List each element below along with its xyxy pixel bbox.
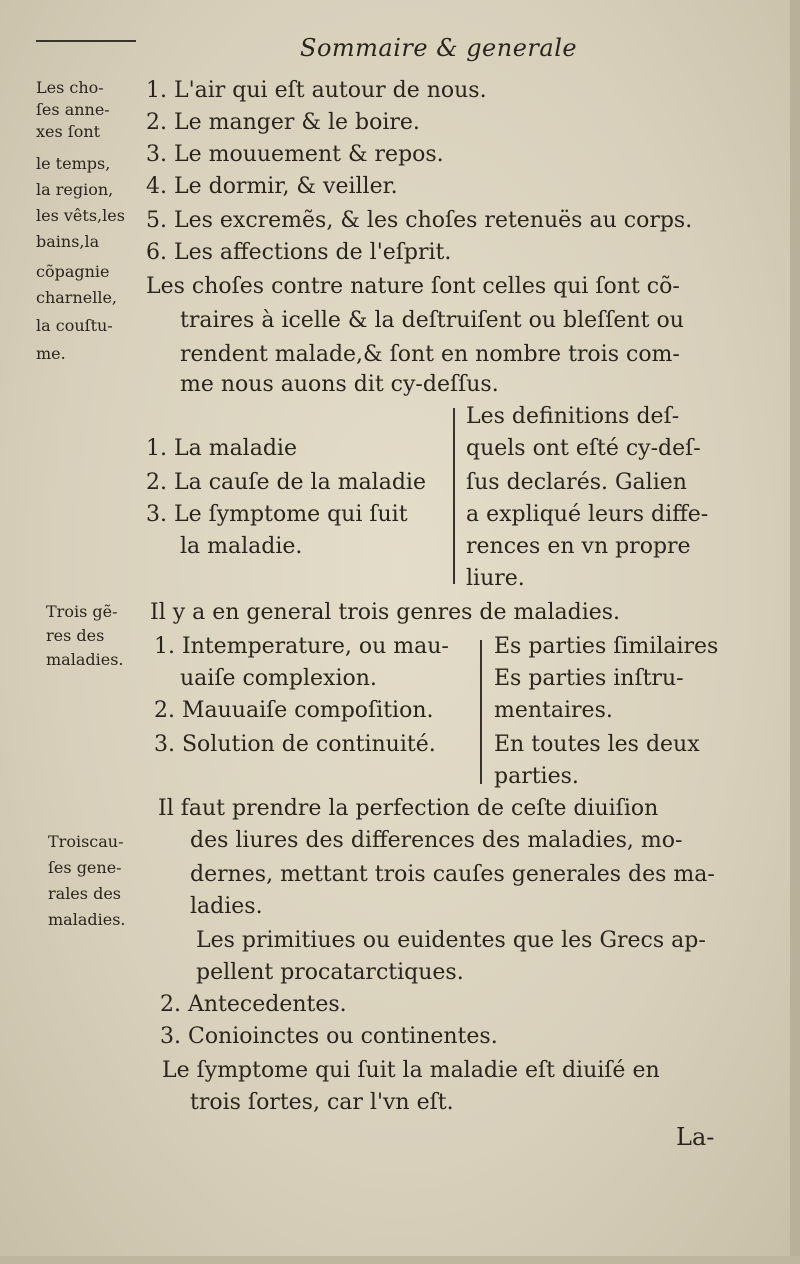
page-edge-bottom xyxy=(0,1256,800,1264)
paragraph-line: Le ſymptome qui ſuit la maladie eſt diuiſé en xyxy=(162,1058,660,1083)
table-right-item: ſus declarés. Galien xyxy=(466,470,687,495)
margin-note-line: me. xyxy=(36,344,66,363)
margin-note-line: charnelle, xyxy=(36,288,118,307)
list-item: 5. Les excremẽs, & les choſes retenuës au corps. xyxy=(146,208,693,233)
paragraph-line: ladies. xyxy=(190,894,263,919)
list-item: 2. Le manger & le boire. xyxy=(146,110,420,135)
margin-note-line: Troiscau- xyxy=(48,832,124,851)
margin-note-line: xes ſont xyxy=(36,122,101,141)
brace xyxy=(480,640,482,784)
list-item: 1. L'air qui eſt autour de nous. xyxy=(146,78,487,103)
page-edge xyxy=(790,0,800,1264)
paragraph-line: des liures des differences des maladies, mo- xyxy=(190,828,683,853)
margin-note-line: les vêts,les xyxy=(36,206,125,225)
table-right-item: parties. xyxy=(494,764,579,789)
running-title: Sommaire & generale xyxy=(300,34,578,62)
table-right-item: Es parties ſimilaires xyxy=(494,634,719,659)
header-rule xyxy=(36,40,136,42)
list-item: 3. Conioinctes ou continentes. xyxy=(160,1024,498,1049)
table-left-item: 1. La maladie xyxy=(146,436,297,461)
list-item: 6. Les affections de l'eſprit. xyxy=(146,240,452,265)
table-right-item: rences en vn propre xyxy=(466,534,691,559)
margin-note-line: res des xyxy=(46,626,105,645)
margin-note-line: la couſtu- xyxy=(36,316,113,335)
margin-note-line: le temps, xyxy=(36,154,111,173)
list-item: 3. Le mouuement & repos. xyxy=(146,142,444,167)
table-left-item: 1. Intemperature, ou mau- xyxy=(154,634,449,659)
margin-note-line: ſes anne- xyxy=(36,100,110,119)
table-left-item: 3. Le ſymptome qui ſuit xyxy=(146,502,408,527)
margin-note-line: Trois gẽ- xyxy=(46,602,118,621)
table-right-item: Es parties inſtru- xyxy=(494,666,684,691)
margin-note-line: ſes gene- xyxy=(48,858,122,877)
paragraph-line: Les choſes contre nature ſont celles qui ſont cõ- xyxy=(146,274,680,299)
margin-note-line: rales des xyxy=(48,884,121,903)
list-item: 4. Le dormir, & veiller. xyxy=(146,174,398,199)
paragraph-line: trois ſortes, car l'vn eſt. xyxy=(190,1090,454,1115)
list-item: Les primitiues ou euidentes que les Grecs ap- xyxy=(196,928,706,953)
table-right-item: liure. xyxy=(466,566,525,591)
table-right-item: Les definitions deſ- xyxy=(466,404,680,429)
list-item: pellent procatarctiques. xyxy=(196,960,464,985)
margin-note-line: la region, xyxy=(36,180,114,199)
table-left-item: 2. La cauſe de la maladie xyxy=(146,470,426,495)
paragraph-line: rendent malade,& ſont en nombre trois com- xyxy=(180,342,680,367)
paragraph-line: dernes, mettant trois cauſes generales des ma- xyxy=(190,862,715,887)
table-left-item: la maladie. xyxy=(180,534,303,559)
brace xyxy=(453,408,455,584)
catchword: La- xyxy=(676,1123,715,1151)
table-right-item: quels ont eſté cy-deſ- xyxy=(466,436,701,461)
margin-note-line: maladies. xyxy=(48,910,126,929)
table-left-item: 3. Solution de continuité. xyxy=(154,732,436,757)
paragraph-line: Il faut prendre la perfection de ceſte diuiſion xyxy=(158,796,659,821)
margin-note-line: cõpagnie xyxy=(36,262,110,281)
table-left-item: 2. Mauuaiſe compoſition. xyxy=(154,698,434,723)
table-right-item: a expliqué leurs diffe- xyxy=(466,502,709,527)
table-right-item: mentaires. xyxy=(494,698,613,723)
table-left-item: uaiſe complexion. xyxy=(180,666,377,691)
paragraph-line: Il y a en general trois genres de maladies. xyxy=(150,600,621,625)
list-item: 2. Antecedentes. xyxy=(160,992,347,1017)
table-right-item: En toutes les deux xyxy=(494,732,700,757)
margin-note-line: bains,la xyxy=(36,232,100,251)
margin-note-line: Les cho- xyxy=(36,78,104,97)
paragraph-line: traires à icelle & la deſtruiſent ou bleſſent ou xyxy=(180,308,684,333)
paragraph-line: me nous auons dit cy-deſſus. xyxy=(180,372,499,397)
margin-note-line: maladies. xyxy=(46,650,124,669)
